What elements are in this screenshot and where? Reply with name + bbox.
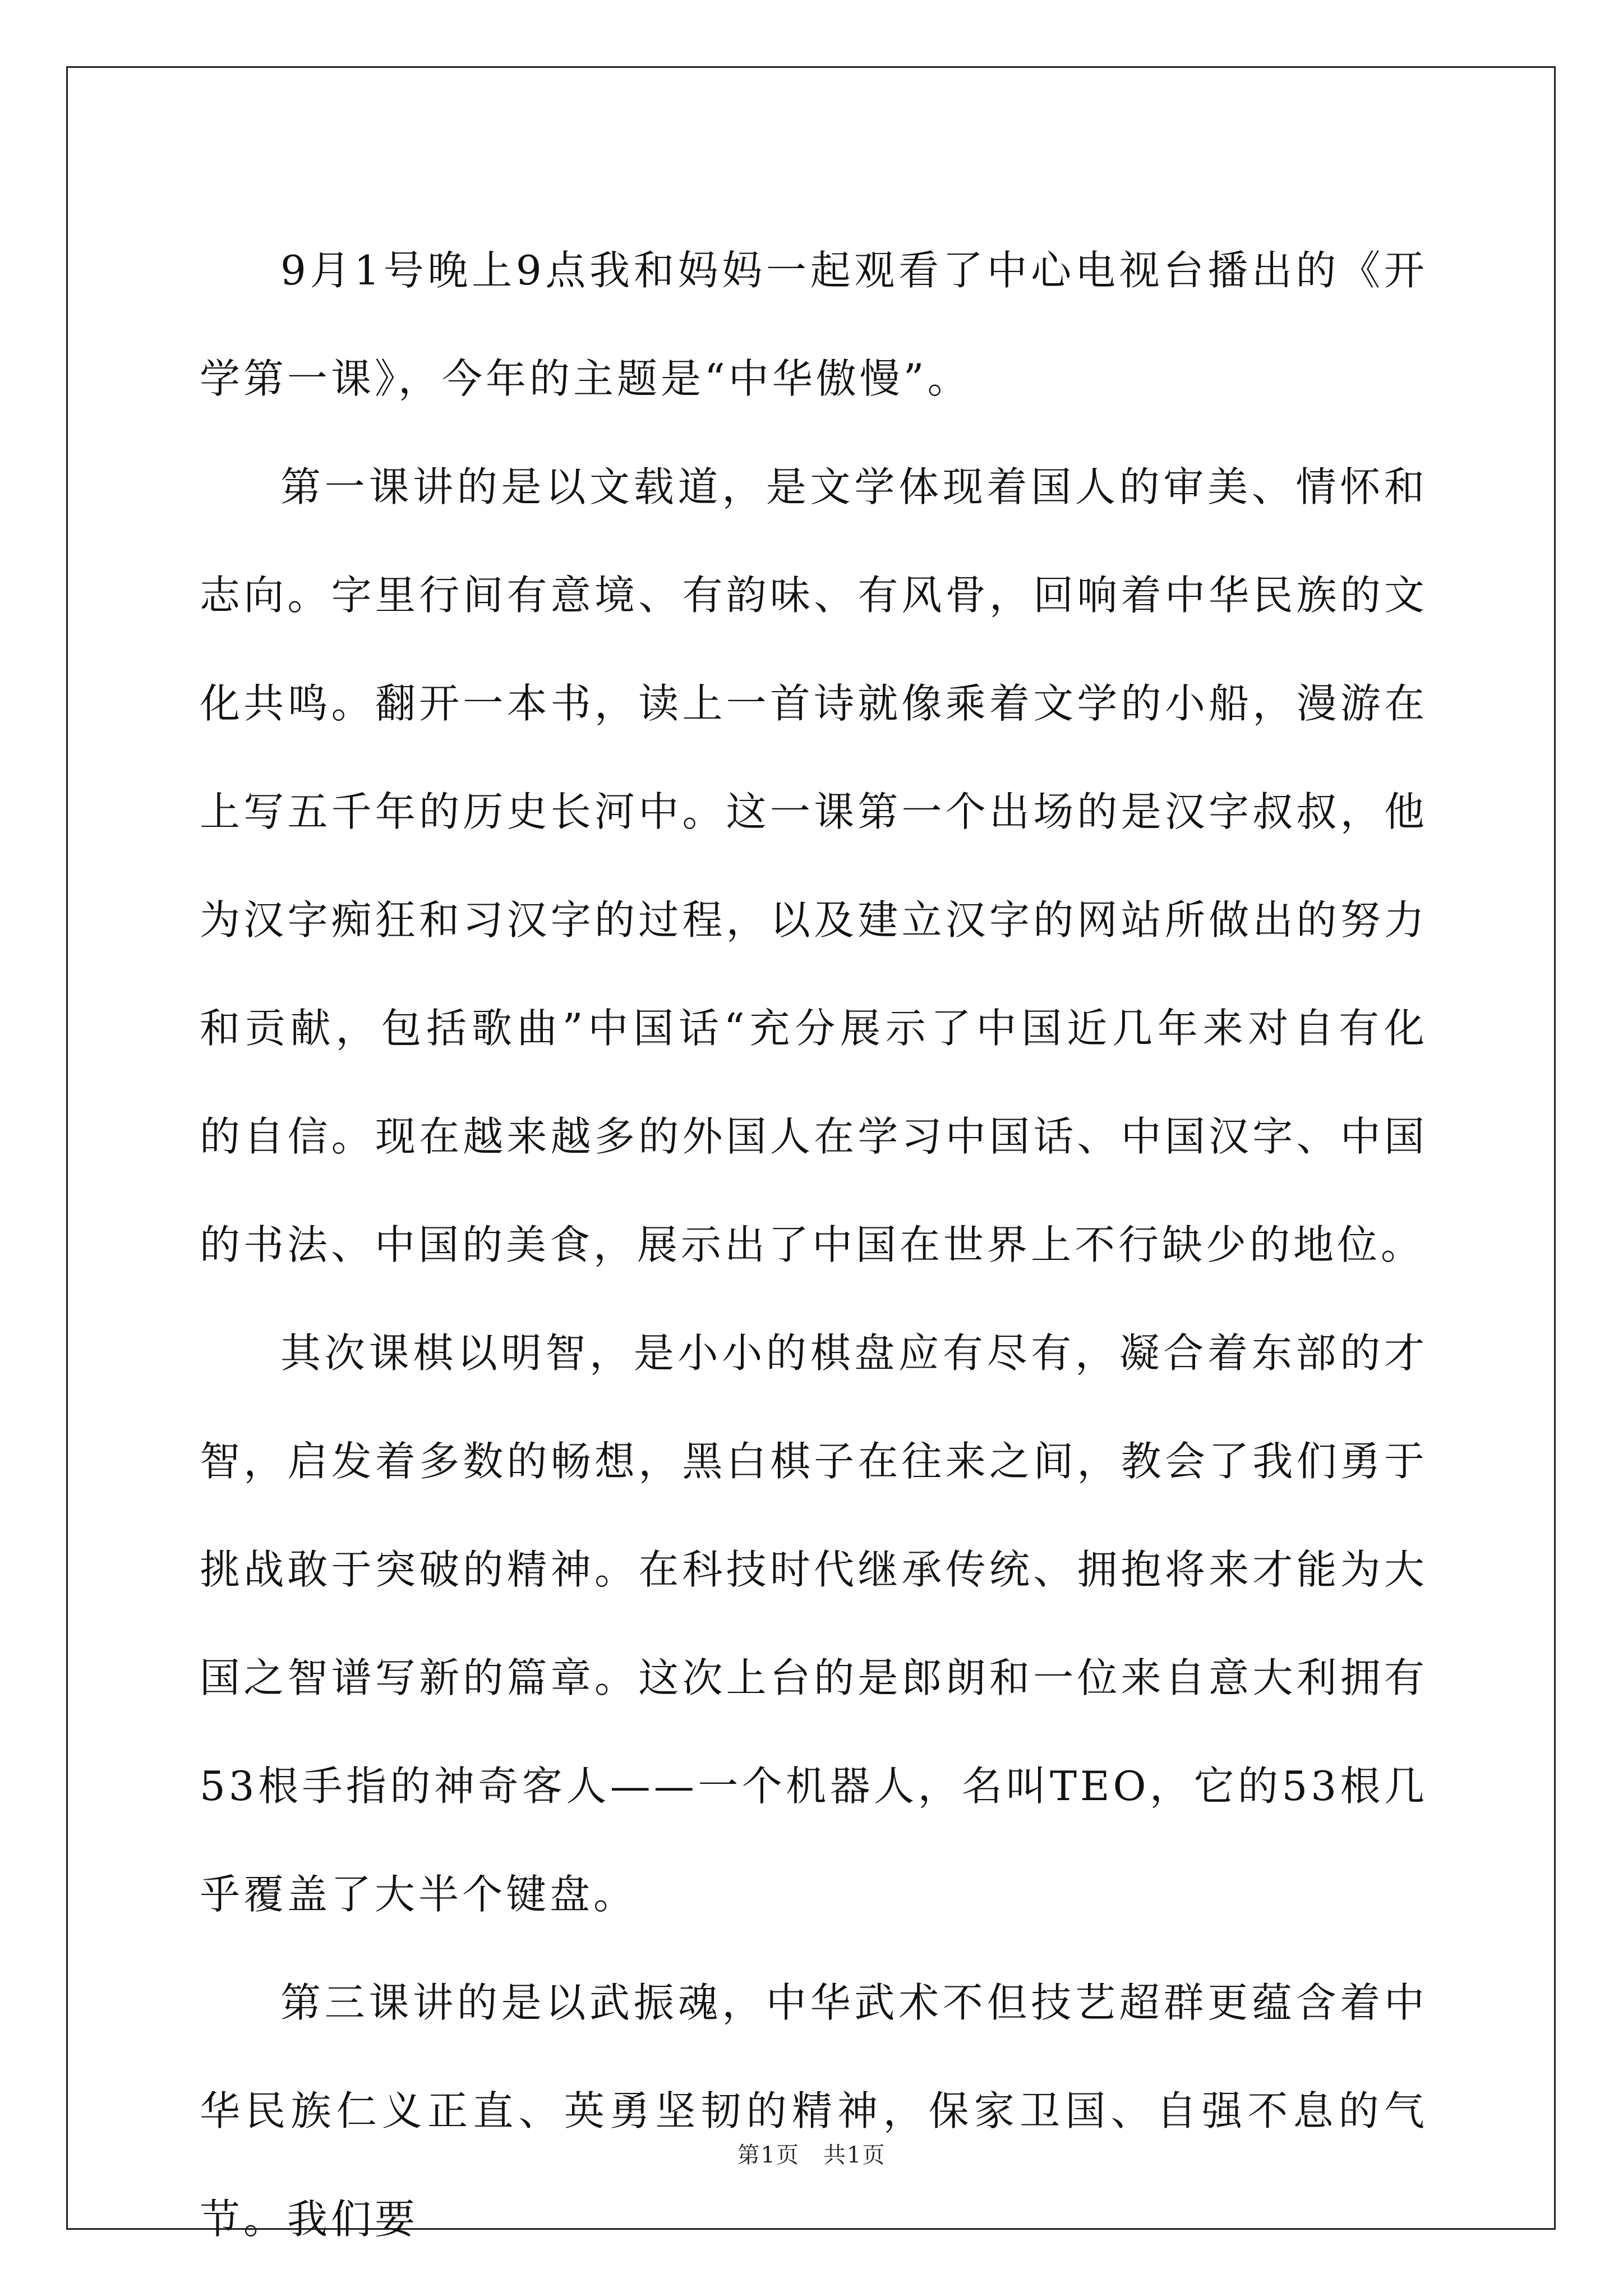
document-body (200, 217, 1428, 2274)
page-footer: 第1页 共1页 (737, 2142, 886, 2168)
paragraph-4: 第三课讲的是以武振魂，中华武术不但技艺超群更蕴含着中华民族仁义正直、英勇坚韧的精神，保家卫国、自强不息的气节。我们要 (200, 1979, 1428, 2243)
paragraph-3: 其次课棋以明智，是小小的棋盘应有尽有，凝合着东部的才智，启发着多数的畅想，黑白棋子在往来之间，教会了我们勇于挑战敢于突破的精神。在科技时代继承传统、拥抱将来才能为大国之智谱写新的篇章。这次上台的是郎朗和一位来自意大利拥有53根手指的神奇客人——一个机器人，名叫TEO，它的53根几乎覆盖了大半个键盘。 (200, 1329, 1428, 1918)
paragraph-1: 9月1号晚上9点我和妈妈一起观看了中心电视台播出的《开学第一课》，今年的主题是“中华傲慢”。 (200, 247, 1428, 402)
paragraph-2: 第一课讲的是以文载道，是文学体现着国人的审美、情怀和志向。字里行间有意境、有韵味、有风骨，回响着中华民族的文化共鸣。翻开一本书，读上一首诗就像乘着文学的小船，漫游在上写五千年的历史长河中。这一课第一个出场的是汉字叔叔，他为汉字痴狂和习汉字的过程，以及建立汉字的网站所做出的努力和贡献，包括歌曲”中国话“充分展示了中国近几年来对自有化的自信。现在越来越多的外国人在学习中国话、中国汉字、中国的书法、中国的美食，展示出了中国在世界上不行缺少的地位。 (200, 463, 1428, 1268)
